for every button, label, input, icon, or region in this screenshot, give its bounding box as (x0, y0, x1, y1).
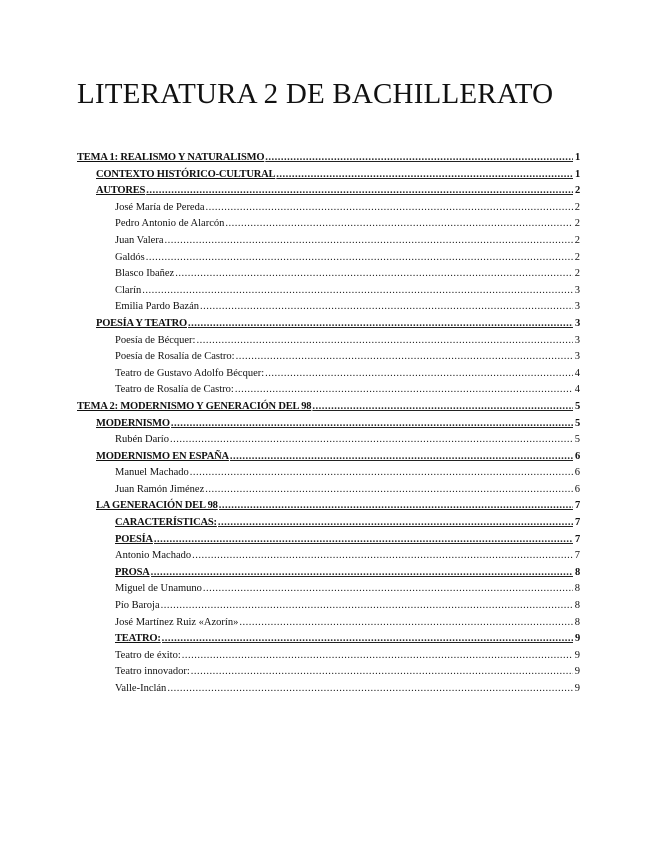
toc-page-number: 6 (574, 450, 580, 462)
toc-dot-leader (192, 548, 573, 565)
toc-dot-leader (219, 498, 573, 515)
toc-dot-leader (218, 515, 573, 532)
toc-entry-title: TEMA 1: REALISMO Y NATURALISMO (77, 152, 265, 163)
toc-entry-title: José Martínez Ruiz «Azorín» (115, 616, 239, 628)
toc-page-number: 8 (574, 600, 580, 612)
toc-entry-title: Antonio Machado (115, 550, 192, 562)
toc-entry-title: Miguel de Unamuno (115, 583, 202, 595)
toc-dot-leader (206, 200, 573, 217)
toc-page-number: 9 (574, 683, 580, 694)
toc-dot-leader (265, 150, 573, 167)
toc-entry-title: Juan Ramón Jiménez (115, 483, 205, 495)
toc-entry-title: Poesía de Bécquer: (115, 334, 196, 346)
toc-entry[interactable] (77, 565, 580, 582)
toc-entry-title: LA GENERACIÓN DEL 98 (96, 500, 218, 512)
toc-page-number: 5 (574, 434, 580, 446)
toc-entry[interactable] (77, 299, 580, 316)
toc-entry[interactable] (77, 266, 580, 283)
toc-page-number: 7 (574, 500, 580, 512)
toc-entry-title: MODERNISMO (96, 417, 170, 429)
toc-dot-leader (203, 581, 573, 598)
toc-dot-leader (165, 233, 574, 250)
toc-entry-title: TEATRO: (115, 633, 161, 645)
toc-entry[interactable] (77, 416, 580, 433)
toc-dot-leader (236, 349, 573, 366)
toc-dot-leader (146, 250, 573, 267)
toc-page-number: 2 (574, 268, 580, 280)
toc-dot-leader (200, 299, 573, 316)
toc-entry[interactable] (77, 548, 580, 565)
toc-entry[interactable] (77, 532, 580, 549)
toc-entry[interactable] (77, 432, 580, 449)
toc-entry-title: Emilia Pardo Bazán (115, 301, 199, 313)
toc-page-number: 9 (574, 633, 580, 645)
toc-dot-leader (167, 681, 573, 698)
toc-entry-title: Manuel Machado (115, 467, 189, 479)
toc-page-number: 7 (574, 550, 580, 562)
toc-dot-leader (235, 382, 573, 399)
toc-entry[interactable] (77, 233, 580, 250)
toc-dot-leader (171, 416, 573, 433)
toc-page-number: 6 (574, 483, 580, 495)
toc-entry-title: Teatro innovador: (115, 666, 190, 678)
toc-entry-title: AUTORES (96, 185, 146, 197)
toc-dot-leader (265, 366, 573, 383)
toc-entry[interactable] (77, 681, 580, 698)
toc-entry[interactable] (77, 250, 580, 267)
toc-page-number: 1 (574, 152, 580, 163)
toc-page-number: 4 (574, 367, 580, 379)
toc-dot-leader (162, 631, 573, 648)
toc-dot-leader (161, 598, 573, 615)
toc-dot-leader (312, 399, 573, 416)
toc-entry[interactable] (77, 200, 580, 217)
toc-dot-leader (190, 465, 573, 482)
toc-entry[interactable] (77, 631, 580, 648)
toc-dot-leader (230, 449, 573, 466)
toc-dot-leader (205, 482, 573, 499)
toc-entry-title: Pío Baroja (115, 600, 160, 612)
toc-page-number: 9 (574, 666, 580, 678)
toc-page-number: 3 (574, 301, 580, 313)
toc-page-number: 4 (574, 384, 580, 396)
table-of-contents (77, 150, 580, 698)
toc-page-number: 2 (574, 251, 580, 263)
toc-dot-leader (182, 648, 573, 665)
toc-page-number: 6 (574, 467, 580, 479)
toc-entry[interactable] (77, 399, 580, 416)
toc-page-number: 2 (574, 185, 580, 197)
toc-page-number: 2 (574, 218, 580, 230)
toc-entry[interactable] (77, 648, 580, 665)
toc-entry[interactable] (77, 449, 580, 466)
toc-entry-title: POESÍA (115, 533, 153, 545)
document-title: LITERATURA 2 DE BACHILLERATO (77, 78, 554, 110)
toc-entry[interactable] (77, 515, 580, 532)
toc-entry-title: Pedro Antonio de Alarcón (115, 218, 225, 230)
toc-page-number: 8 (574, 566, 580, 578)
toc-entry[interactable] (77, 581, 580, 598)
toc-page-number: 3 (574, 334, 580, 346)
toc-entry[interactable] (77, 498, 580, 515)
toc-dot-leader (191, 664, 573, 681)
toc-entry[interactable] (77, 482, 580, 499)
toc-entry-title: Galdós (115, 251, 145, 263)
toc-dot-leader (188, 316, 573, 333)
toc-entry-title: POESÍA Y TEATRO (96, 317, 187, 329)
toc-page-number: 3 (574, 284, 580, 296)
toc-page-number: 2 (574, 201, 580, 213)
toc-page-number: 7 (574, 533, 580, 545)
toc-page-number: 1 (574, 168, 580, 180)
toc-entry-title: Juan Valera (115, 234, 164, 246)
toc-page-number: 9 (574, 649, 580, 661)
toc-entry[interactable] (77, 382, 580, 399)
toc-entry-title: Teatro de Rosalía de Castro: (115, 384, 234, 396)
toc-dot-leader (170, 432, 573, 449)
toc-page-number: 8 (574, 583, 580, 595)
toc-entry[interactable] (77, 664, 580, 681)
toc-entry-title: Valle-Inclán (115, 683, 167, 694)
toc-dot-leader (225, 216, 573, 233)
toc-entry[interactable] (77, 183, 580, 200)
toc-dot-leader (146, 183, 573, 200)
toc-page-number: 3 (574, 351, 580, 363)
toc-entry[interactable] (77, 333, 580, 350)
toc-entry-title: CARACTERÍSTICAS: (115, 517, 217, 529)
toc-page-number: 8 (574, 616, 580, 628)
toc-entry-title: Poesía de Rosalía de Castro: (115, 351, 235, 363)
toc-entry[interactable] (77, 216, 580, 233)
toc-entry[interactable] (77, 615, 580, 632)
toc-page-number: 7 (574, 517, 580, 529)
toc-entry[interactable] (77, 465, 580, 482)
toc-entry-title: Teatro de Gustavo Adolfo Bécquer: (115, 367, 265, 379)
toc-entry-title: Blasco Ibañez (115, 268, 175, 280)
toc-dot-leader (154, 532, 573, 549)
toc-entry-title: PROSA (115, 566, 150, 578)
toc-entry[interactable] (77, 366, 580, 383)
toc-entry-title: MODERNISMO EN ESPAÑA (96, 450, 229, 462)
toc-entry-title: TEMA 2: MODERNISMO Y GENERACIÓN DEL 98 (77, 400, 312, 412)
toc-dot-leader (175, 266, 573, 283)
toc-dot-leader (196, 333, 573, 350)
toc-page-number: 5 (574, 400, 580, 412)
toc-dot-leader (239, 615, 573, 632)
toc-entry-title: CONTEXTO HISTÓRICO-CULTURAL (96, 168, 276, 180)
toc-entry[interactable] (77, 316, 580, 333)
toc-page-number: 2 (574, 234, 580, 246)
toc-entry-title: Clarín (115, 284, 142, 296)
toc-entry-title: José María de Pereda (115, 201, 205, 213)
toc-entry[interactable] (77, 283, 580, 300)
toc-entry[interactable] (77, 349, 580, 366)
toc-entry-title: Teatro de éxito: (115, 649, 181, 661)
toc-dot-leader (276, 167, 573, 184)
toc-entry-title: Rubén Darío (115, 434, 169, 446)
toc-dot-leader (142, 283, 573, 300)
toc-entry[interactable] (77, 598, 580, 615)
toc-dot-leader (151, 565, 573, 582)
toc-entry[interactable] (77, 167, 580, 184)
toc-page-number: 5 (574, 417, 580, 429)
toc-entry[interactable] (77, 150, 580, 167)
toc-page-number: 3 (574, 317, 580, 329)
